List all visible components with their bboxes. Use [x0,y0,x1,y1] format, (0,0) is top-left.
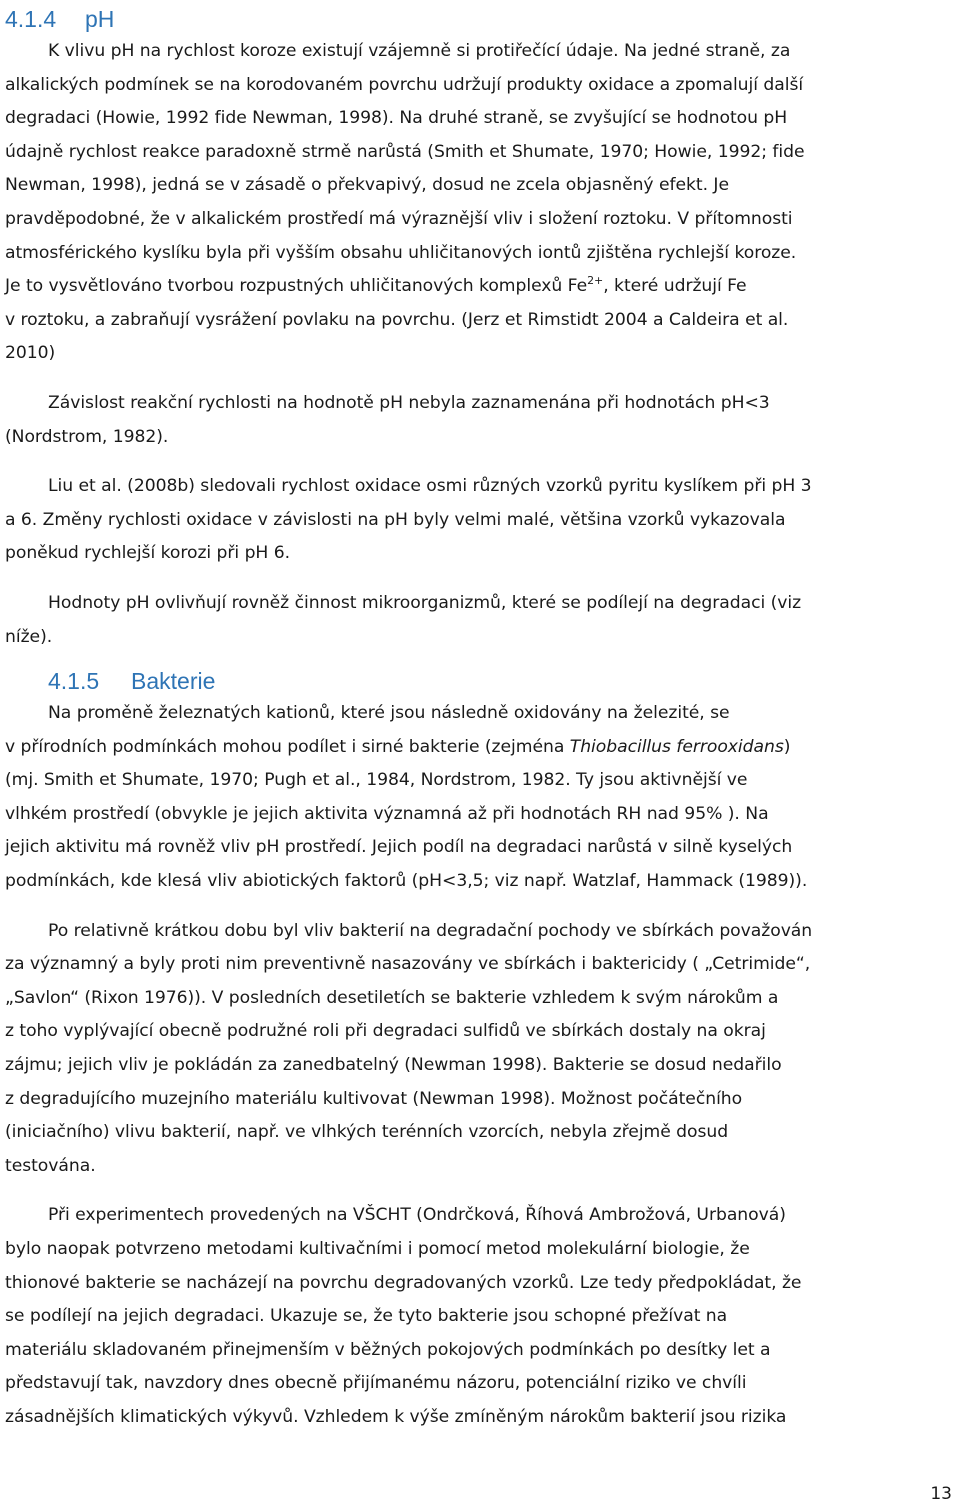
text-line: „Savlon“ (Rixon 1976)). V posledních desetiletích se bakterie vzhledem k svým nárokům a [5,987,779,1008]
paragraph [5,587,960,654]
text-line: za významný a byly proti nim preventivně nasazovány ve sbírkách i baktericidy ( „Cetrimide“, [5,954,811,975]
document-page [5,0,960,1435]
text-line: alkalických podmínek se na korodovaném povrchu udržují produkty oxidace a zpomalují další [5,74,804,95]
text-line: v roztoku, a zabraňují vysrážení povlaku na povrchu. (Jerz et Rimstidt 2004 a Caldeira et al. [5,309,789,330]
section-title: pH [85,6,115,32]
text-line: z degradujícího muzejního materiálu kultivovat (Newman 1998). Možnost počátečního [5,1088,743,1109]
text-line: K vlivu pH na rychlost koroze existují vzájemně si protiřečící údaje. Na jedné straně, za [48,41,791,61]
text-line: níže). [5,626,53,647]
paragraph [5,915,960,1184]
text-line: Newman, 1998), jedná se v zásadě o překvapivý, dosud ne zcela objasněný efekt. Je [5,175,729,196]
text-line: vlhkém prostředí (obvykle je jejich aktivita významná až při hodnotách RH nad 95% ). Na [5,803,769,824]
paragraph [5,1199,960,1434]
text-line: a 6. Změny rychlosti oxidace v závislosti na pH byly velmi malé, většina vzorků vykazovala [5,509,786,530]
text-line: (mj. Smith et Shumate, 1970; Pugh et al., 1984, Nordstrom, 1982. Ty jsou aktivnější ve [5,770,748,791]
text-line: zásadnějších klimatických výkyvů. Vzhledem k výše zmíněným nárokům bakterií jsou rizika [5,1406,787,1427]
spacer [5,1183,960,1199]
superscript: 2+ [587,274,604,288]
text-line-species [5,731,960,765]
text-line: údajně rychlost reakce paradoxně strmě narůstá (Smith et Shumate, 1970; Howie, 1992; fide [5,141,805,162]
text-line: podmínkách, kde klesá vliv abiotických faktorů (pH<3,5; viz např. Watzlaf, Hammack (1989)). [5,871,808,892]
text-line: představují tak, navzdory dnes obecně přijímanému názoru, potenciální riziko ve chvíli [5,1373,747,1394]
paragraph [5,470,960,571]
section-number: 4.1.4 [5,6,57,32]
text-fragment: Je to vysvětlováno tvorbou rozpustných uhličitanových komplexů Fe [5,276,588,297]
section-title: Bakterie [131,668,216,695]
text-line: degradaci (Howie, 1992 fide Newman, 1998). Na druhé straně, se zvyšující se hodnotou pH [5,108,788,129]
section-heading-bakterie [5,665,960,697]
text-line: Závislost reakční rychlosti na hodnotě pH nebyla zaznamenána při hodnotách pH<3 [48,392,770,413]
text-line: Hodnoty pH ovlivňují rovněž činnost mikroorganizmů, které se podílejí na degradaci (viz [48,592,802,613]
text-fragment: , které udržují Fe [603,276,747,297]
paragraph [5,35,960,371]
spacer [5,371,960,387]
text-line: Liu et al. (2008b) sledovali rychlost oxidace osmi různých vzorků pyritu kyslíkem při pH 3 [48,476,812,497]
text-line: z toho vyplývající obecně podružné roli při degradaci sulfidů ve sbírkách dostaly na okraj [5,1021,766,1042]
paragraph [5,697,960,899]
text-line: Při experimentech provedených na VŠCHT (Ondrčková, Říhová Ambrožová, Urbanová) [48,1205,786,1226]
text-fragment: ) [783,736,791,757]
text-line: jejich aktivitu má rovněž vliv pH prostředí. Jejich podíl na degradaci narůstá v silně kyselých [5,837,793,858]
text-line: se podílejí na jejich degradaci. Ukazuje se, že tyto bakterie jsou schopné přežívat na [5,1306,728,1327]
text-line: 2010) [5,343,56,364]
text-line: pravděpodobné, že v alkalickém prostředí má výraznější vliv i složení roztoku. V přítomnosti [5,208,793,229]
text-line: Po relativně krátkou dobu byl vliv bakterií na degradační pochody ve sbírkách považován [48,920,813,941]
spacer [5,654,960,665]
spacer [5,899,960,915]
text-line: atmosférického kyslíku byla při vyšším obsahu uhličitanových iontů zjištěna rychlejší koroze. [5,242,797,263]
section-number: 4.1.5 [48,668,100,695]
text-line: (Nordstrom, 1982). [5,426,169,447]
page-number: 13 [930,1484,952,1504]
spacer [5,454,960,470]
text-line: materiálu skladovaném přinejmenším v běžných pokojových podmínkách po desítky let a [5,1339,771,1360]
text-line: (iniciačního) vlivu bakterií, např. ve vlhkých terénních vzorcích, nebyla zřejmě dosud [5,1122,729,1143]
text-fragment: v přírodních podmínkách mohou podílet i sirné bakterie (zejména [5,736,570,757]
text-line: poněkud rychlejší korozi při pH 6. [5,543,291,564]
text-line: thionové bakterie se nacházejí na povrchu degradovaných vzorků. Lze tedy předpokládat, že [5,1272,802,1293]
text-line-fe [5,270,960,304]
paragraph [5,387,960,454]
text-line: testována. [5,1155,96,1176]
text-line: zájmu; jejich vliv je pokládán za zanedbatelný (Newman 1998). Bakterie se dosud nedařilo [5,1055,782,1076]
species-name: Thiobacillus ferrooxidans [569,736,784,757]
text-line: Na proměně železnatých kationů, které jsou následně oxidovány na železité, se [48,703,730,724]
text-line: bylo naopak potvrzeno metodami kultivačními i pomocí metod molekulární biologie, že [5,1239,750,1259]
section-heading-ph [5,3,960,35]
spacer [5,571,960,587]
